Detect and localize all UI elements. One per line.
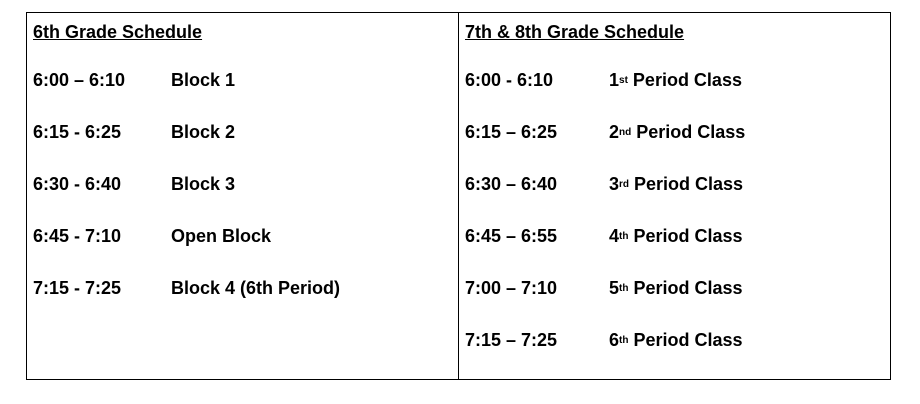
period-text: Period Class — [628, 330, 743, 350]
period-text: Period Class — [627, 70, 742, 90]
ordinal-suffix: th — [619, 335, 629, 346]
period-label — [609, 121, 745, 143]
schedule-row — [27, 69, 458, 91]
period-label — [609, 277, 743, 299]
period-text: Period Class — [629, 174, 744, 194]
time-range: 7:15 - 7:25 — [33, 278, 122, 298]
ordinal-suffix: th — [619, 231, 629, 242]
ordinal-suffix: nd — [619, 127, 632, 138]
time-range: 7:15 – 7:25 — [465, 330, 558, 350]
period-number: 5 — [609, 278, 620, 298]
schedule-table — [26, 12, 891, 380]
time-range: 6:15 - 6:25 — [33, 122, 122, 142]
block-label: Block 3 — [171, 174, 236, 194]
schedule-row — [459, 277, 890, 299]
time-range: 6:45 – 6:55 — [465, 226, 558, 246]
ordinal-suffix: th — [619, 283, 629, 294]
schedule-row — [459, 329, 890, 351]
ordinal-suffix: st — [619, 75, 628, 86]
period-text: Period Class — [628, 278, 743, 298]
period-number: 2 — [609, 122, 620, 142]
time-range: 6:30 – 6:40 — [465, 174, 558, 194]
time-range: 6:45 - 7:10 — [33, 226, 122, 246]
period-label — [609, 329, 743, 351]
block-label: Open Block — [171, 226, 272, 246]
schedule-row — [27, 173, 458, 195]
schedule-row — [27, 225, 458, 247]
period-text: Period Class — [631, 122, 746, 142]
sixth-grade-column — [27, 13, 459, 379]
schedule-row — [459, 173, 890, 195]
block-label: Block 2 — [171, 122, 236, 142]
period-text: Period Class — [628, 226, 743, 246]
schedule-row — [459, 225, 890, 247]
block-label: Block 4 (6th Period) — [171, 278, 341, 298]
period-number: 1 — [609, 70, 620, 90]
time-range: 6:00 – 6:10 — [33, 70, 126, 90]
schedule-row — [459, 121, 890, 143]
time-range: 7:00 – 7:10 — [465, 278, 558, 298]
period-label — [609, 225, 743, 247]
block-label: Block 1 — [171, 70, 236, 90]
period-label — [609, 69, 742, 91]
ordinal-suffix: rd — [619, 179, 630, 190]
period-number: 3 — [609, 174, 620, 194]
time-range: 6:00 - 6:10 — [465, 70, 554, 90]
schedule-row — [27, 277, 458, 299]
period-number: 6 — [609, 330, 620, 350]
sixth-grade-heading: 6th Grade Schedule — [33, 22, 203, 42]
schedule-row — [27, 121, 458, 143]
time-range: 6:30 - 6:40 — [33, 174, 122, 194]
schedule-row — [459, 69, 890, 91]
time-range: 6:15 – 6:25 — [465, 122, 558, 142]
seventh-eighth-grade-column — [459, 13, 890, 379]
seventh-eighth-grade-heading: 7th & 8th Grade Schedule — [465, 22, 685, 42]
period-label — [609, 173, 743, 195]
period-number: 4 — [609, 226, 620, 246]
